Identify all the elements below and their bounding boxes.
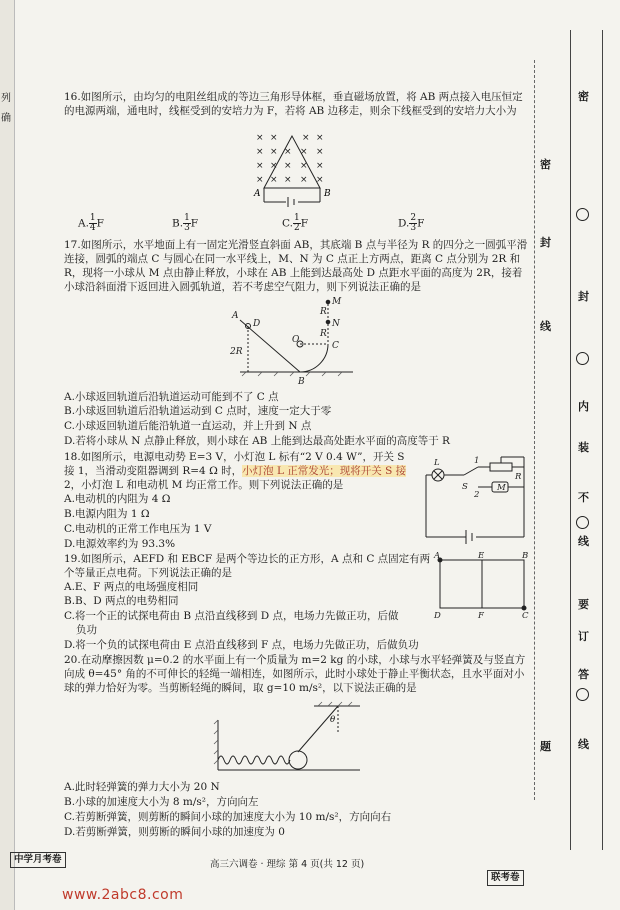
svg-text:×: ×: [284, 147, 292, 157]
left-edge-char: 列: [1, 93, 11, 104]
svg-text:×: ×: [316, 161, 324, 171]
q19-option-b: B.B、D 两点的电势相同: [64, 595, 179, 607]
q18-label-m: M: [497, 483, 506, 493]
q17-label-r1: R: [320, 307, 327, 317]
q19-text-line: 19.如图所示，AEFD 和 EBCF 是两个等边长的正方形，A 点和 C 点固定有两个等量正点电荷。下列说法正确的是: [64, 553, 431, 579]
margin-char-bu: 不: [578, 491, 589, 504]
svg-text:×: ×: [256, 161, 264, 171]
q18-option-a: A.电动机的内阻为 4 Ω: [64, 493, 171, 505]
q17-label-2r: 2R: [230, 347, 243, 357]
margin-circle: [576, 688, 589, 701]
q20-theta: θ: [330, 715, 336, 725]
margin-char-da: 答: [578, 668, 589, 681]
q17-text: 17.如图所示，水平地面上有一固定光滑竖直斜面 AB，其底端 B 点与半径为 R 的四分之一圆弧平滑连接，圆弧的端点 C 与圆心在同一水平线上，M、N 为 C 点正上方两点，距离 C 点分别为 2R 和 R，现将一小球从 M 点由静止释放，小球在 AB 上能到达最高处 D 点距水平面的高度为 2R，接着小球沿斜面滑下返回进入圆弧轨道，若不考虑空气阻力，则下列说法正确的是: [64, 239, 528, 293]
q19-label-a: A: [434, 551, 441, 561]
q17-label-a: A: [232, 311, 239, 321]
margin-char-ti: 题: [540, 740, 551, 753]
q16-triangle-figure: [250, 130, 340, 210]
footer-left-stamp: 中学月考卷: [10, 852, 66, 868]
q20-option-b: B.小球的加速度大小为 8 m/s²，方向向左: [64, 796, 259, 808]
q17-option-d: D.若将小球从 N 点静止释放，则小球在 AB 上能到达最高处距水平面的高度等于 R: [64, 435, 450, 447]
svg-text:×: ×: [300, 161, 308, 171]
q19-option-c: C.将一个正的试探电荷由 B 点沿直线移到 D 点，电场力先做正功，后做: [64, 610, 399, 622]
q16-option-d: D. $\frac{2}{3}$ F: [398, 213, 425, 233]
margin-char-ding: 订: [578, 630, 589, 643]
q19-squares-figure: [432, 550, 532, 622]
svg-text:×: ×: [284, 161, 292, 171]
margin-char-feng: 封: [578, 290, 589, 303]
q19-label-f: F: [478, 611, 484, 621]
svg-text:×: ×: [316, 147, 324, 157]
svg-text:×: ×: [256, 133, 264, 143]
q17-label-b: B: [298, 377, 305, 384]
q19-label-b: B: [522, 551, 529, 561]
left-page-edge: [0, 0, 15, 910]
q18-option-b: B.电源内阻为 1 Ω: [64, 508, 150, 520]
svg-text:×: ×: [300, 175, 308, 185]
q17-label-r2: R: [320, 329, 327, 339]
binding-line-solid: [570, 30, 571, 850]
q19-label-d: D: [434, 611, 441, 621]
q16-option-c: C. $\frac{1}{2}$ F: [282, 213, 309, 233]
q19-option-c-cont: 负功: [76, 624, 97, 636]
q18-line2: 接 1，当滑动变阻器调到 R=4 Ω 时，小灯泡 L 正常发光；现将开关 S 接: [64, 465, 407, 477]
q17-track-figure: [228, 292, 358, 384]
svg-text:×: ×: [270, 133, 278, 143]
q18-line1: 18.如图所示，电源电动势 E=3 V，小灯泡 L 标有“2 V 0.4 W”，开关 S: [64, 451, 405, 463]
q20-option-a: A.此时轻弹簧的弹力大小为 20 N: [64, 781, 220, 793]
svg-text:×: ×: [284, 175, 292, 185]
q19-label-e: E: [478, 551, 485, 561]
binding-line-dashed: [534, 60, 535, 800]
svg-text:×: ×: [316, 133, 324, 143]
q20-option-d: D.若剪断弹簧，则剪断的瞬间小球的加速度为 0: [64, 826, 285, 838]
q16-label-b: B: [324, 189, 331, 199]
q17-option-a: A.小球返回轨道后沿轨道运动可能到不了 C 点: [64, 391, 279, 403]
q16-label-a: A: [254, 189, 261, 199]
q19-option-d: D.将一个负的试探电荷由 E 点沿直线移到 F 点，电场力先做正功，后做负功: [64, 639, 419, 651]
margin-char-yao: 要: [578, 598, 589, 611]
q18-label-1: 1: [474, 456, 480, 466]
q18-label-s: S: [462, 482, 468, 492]
question-20: [64, 653, 532, 695]
q17-option-b: B.小球返回轨道后沿轨道运动到 C 点时，速度一定大于零: [64, 405, 332, 417]
margin-char-mi: 密: [578, 90, 589, 103]
svg-text:×: ×: [270, 161, 278, 171]
svg-text:×: ×: [300, 147, 308, 157]
q18-highlight: 小灯泡 L 正常发光；现将开关 S 接: [242, 465, 407, 477]
q18-option-d: D.电源效率约为 93.3%: [64, 538, 176, 550]
margin-circle: [576, 516, 589, 529]
margin-circle: [576, 208, 589, 221]
q17-label-c: C: [332, 341, 339, 351]
q19-option-a: A.E、F 两点的电场强度相同: [64, 581, 199, 593]
q16-option-a: A. $\frac{1}{4}$ F: [78, 213, 104, 233]
svg-text:×: ×: [270, 147, 278, 157]
left-edge-char: 确: [1, 113, 11, 124]
footer-page-info: 高三六调卷 · 理综 第 4 页(共 12 页): [210, 859, 365, 870]
question-16: [64, 90, 532, 118]
svg-text:×: ×: [316, 175, 324, 185]
watermark-url: www.2abc8.com: [62, 887, 184, 903]
q18-option-c: C.电动机的正常工作电压为 1 V: [64, 523, 212, 535]
q18-label-r: R: [515, 472, 522, 482]
footer-right-stamp: 联考卷: [487, 870, 524, 886]
margin-circle: [576, 352, 589, 365]
q20-spring-figure: [210, 700, 370, 778]
q17-option-c: C.小球返回轨道后能沿轨道一直运动，并上升到 N 点: [64, 420, 312, 432]
margin-char-feng: 封: [540, 236, 551, 249]
binding-line-solid: [602, 30, 603, 850]
q18-circuit-figure: [420, 455, 532, 545]
svg-text:×: ×: [256, 147, 264, 157]
q17-label-d: D: [253, 319, 261, 329]
margin-char-mi: 密: [540, 158, 551, 171]
margin-char-xian: 线: [540, 320, 551, 333]
q20-text: 20.在动摩擦因数 μ=0.2 的水平面上有一个质量为 m=2 kg 的小球，小球与水平轻弹簧及与竖直方向成 θ=45° 角的不可伸长的轻绳一端相连，如图所示，此时小球处于静止平衡状态，且水平面对小球的弹力恰好为零。当剪断轻绳的瞬间，取 g=10 m/s²，以下说法正确的是: [64, 654, 526, 694]
q16-option-b: B. $\frac{1}{3}$ F: [172, 213, 199, 233]
margin-char-zhuang: 装: [578, 441, 589, 454]
q18-label-l: L: [434, 458, 440, 468]
q17-label-o: O: [292, 335, 300, 345]
svg-text:×: ×: [270, 175, 278, 185]
q17-label-n: N: [332, 319, 340, 329]
q20-option-c: C.若剪断弹簧，则剪断的瞬间小球的加速度大小为 10 m/s²，方向向右: [64, 811, 392, 823]
margin-char-xian: 线: [578, 535, 589, 548]
svg-text:×: ×: [302, 133, 310, 143]
question-17: [64, 238, 532, 294]
q18-line3: 2，小灯泡 L 和电动机 M 均正常工作。则下列说法正确的是: [64, 479, 344, 491]
q16-text: 16.如图所示，由均匀的电阻丝组成的等边三角形导体框，垂直磁场放置，将 AB 两点接入电压恒定的电源两端，通电时，线框受到的安培力为 F，若将 AB 边移走，则余下线框受到的安培力大小为: [64, 91, 523, 117]
q17-label-m: M: [332, 297, 342, 307]
q19-label-c: C: [522, 611, 529, 621]
margin-char-nei: 内: [578, 400, 589, 413]
margin-char-xian: 线: [578, 738, 589, 751]
svg-text:×: ×: [256, 175, 264, 185]
q18-label-2: 2: [474, 490, 480, 500]
